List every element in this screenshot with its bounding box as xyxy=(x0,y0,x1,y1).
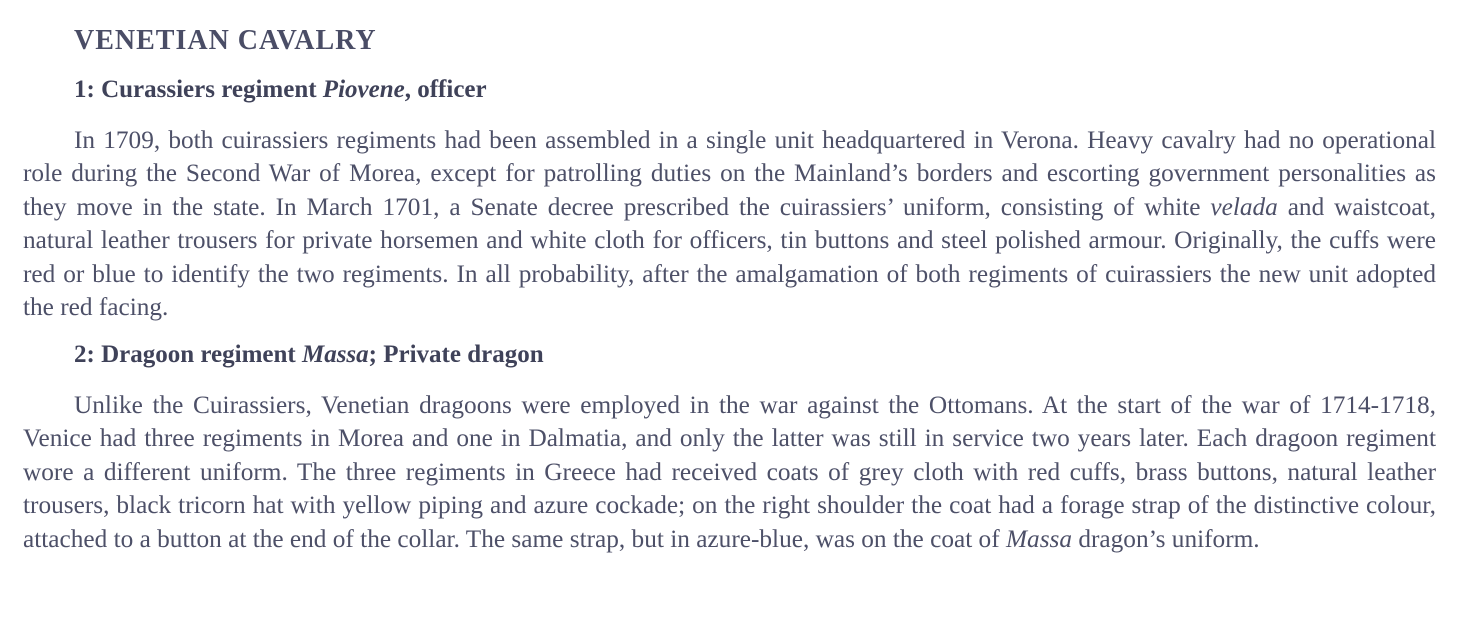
entry-paragraph-1 xyxy=(23,124,1436,324)
entry-paragraph-2-text-2: dragon’s uniform. xyxy=(1072,524,1260,553)
entry-heading-2 xyxy=(74,340,544,370)
entry-heading-1-prefix: 1: Curassiers regiment xyxy=(74,76,323,103)
entry-paragraph-2-italic: Massa xyxy=(1005,524,1073,553)
entry-heading-1-italic: Piovene xyxy=(322,76,405,103)
entry-paragraph-1-italic: velada xyxy=(1210,192,1278,221)
entry-paragraph-2 xyxy=(23,389,1436,556)
entry-heading-2-italic: Massa xyxy=(301,341,369,368)
entry-paragraph-1-text-1: In 1709, both cuirassiers regiments had been assembled in a single unit headquartered in Verona. Heavy cavalry had no operational role during the Second War of Morea, except for patrolling duties on the Mainland’s borders and escorting government personalities as they move in the state. In March 1701, a Senate decree prescribed the cuirassiers’ uniform, consisting of white xyxy=(23,126,1436,221)
entry-heading-1 xyxy=(74,75,487,105)
entry-heading-2-prefix: 2: Dragoon regiment xyxy=(74,341,302,368)
entry-paragraph-2-text-1: Unlike the Cuirassiers, Venetian dragoons were employed in the war against the Ottomans. At the start of the war of 1714-1718, Venice had three regiments in Morea and one in Dalmatia, and only the latter was still in service two years later. Each dragoon regiment wore a different uniform. The three regiments in Greece had received coats of grey cloth with red cuffs, brass buttons, natural leather trousers, black tricorn hat with yellow piping and azure cockade; on the right shoulder the coat had a forage strap of the distinctive colour, attached to a button at the end of the collar. The same strap, but in azure-blue, was on the coat of xyxy=(23,391,1436,553)
entry-heading-2-suffix: ; Private dragon xyxy=(368,341,544,368)
entry-heading-1-suffix: , officer xyxy=(404,76,487,103)
entry-paragraph-1-text-2: and waistcoat, natural leather trousers for private horsemen and white cloth for officers, tin buttons and steel polished armour. Originally, the cuffs were red or blue to identify the two regiments. In all probability, after the amalgamation of both regiments of cuirassiers the new unit adopted the red facing. xyxy=(23,192,1436,322)
section-title: VENETIAN CAVALRY xyxy=(74,25,377,56)
